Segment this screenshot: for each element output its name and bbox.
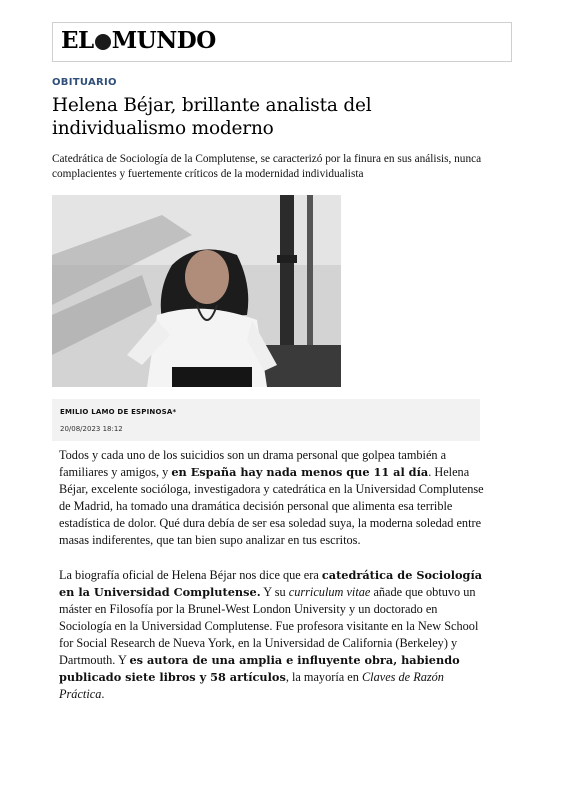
text: añade que obtuvo un máster en Filosofía por la Brunel-West London University y un doctorado en Sociología en la Universidad Complutense. Fue profesora visitante en la New School for Social Research de Nueva York, en la Universidad de California (Berkeley) y Dartmouth. Y [59, 584, 479, 668]
text: , la mayoría en [285, 670, 362, 685]
el-mundo-logo[interactable] [61, 27, 216, 54]
globe-icon [95, 34, 111, 50]
text: . [101, 687, 105, 702]
author-name[interactable]: EMILIO LAMO DE ESPINOSA* [60, 408, 177, 416]
bold-text[interactable]: es autora de una amplia e influyente obra, habiendo publicado siete libros y 58 artículos [59, 653, 460, 685]
portrait-illustration [52, 195, 341, 387]
italic-text: curriculum vitae [288, 584, 371, 599]
bold-text[interactable]: catedrática de Sociología en la Universidad Complutense. [59, 567, 483, 599]
logo-text-el: EL [61, 27, 94, 54]
text: Todos y cada uno de los suicidios son un drama personal que golpea también a familiares y amigos, y [59, 448, 447, 480]
article-photo [52, 195, 341, 387]
paragraph-1 [59, 447, 487, 550]
text: La biografía oficial de Helena Béjar nos dice que era [59, 567, 322, 582]
article-headline: Helena Béjar, brillante analista del individualismo moderno [52, 95, 372, 139]
section-label[interactable]: OBITUARIO [52, 77, 117, 88]
masthead [52, 22, 512, 62]
publish-date: 20/08/2023 18:12 [60, 425, 123, 433]
text: . Helena Béjar, excelente socióloga, investigadora y catedrática en la Universidad Complutense de Madrid, ha tomado una dramática decisión personal que alimenta esa terrible estadística de dolor. Qué dura debía de ser esa soledad suya, la moderna soledad entre masas indiferentes, que tan bien supo analizar en tus escritos. [59, 465, 484, 548]
byline-box [52, 399, 480, 441]
paragraph-2 [59, 567, 487, 704]
article-body [59, 447, 487, 720]
article-subtitle: Catedrática de Sociología de la Complutense, se caracterizó por la finura en sus análisis, nunca complacientes y fuertemente críticos de la modernidad individualista [52, 153, 482, 180]
italic-text: Claves de Razón Práctica [59, 670, 444, 702]
text: Y su [260, 584, 289, 599]
logo-text-mundo: MUNDO [111, 27, 216, 54]
bold-text[interactable]: en España hay nada menos que 11 al día [171, 465, 429, 480]
